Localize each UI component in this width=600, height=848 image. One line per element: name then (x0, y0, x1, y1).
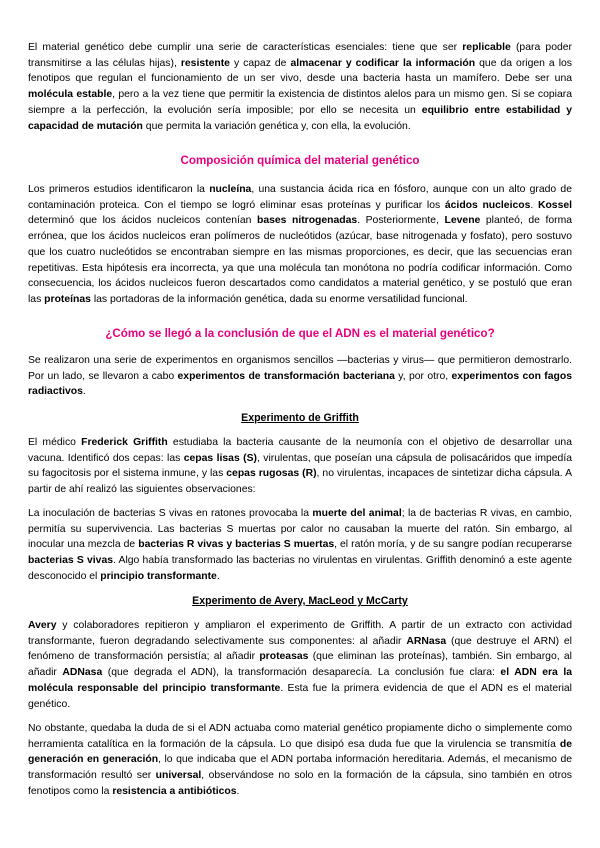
paragraph-material-requirements: El material genético debe cumplir una serie de características esenciales: tiene que ser replicable (para poder transmitirse a las células hijas), resistente y capaz de almacenar y codificar la información que da origen a los fenotipos que regulan el funcionamiento de un ser vivo, desde una bacteria hasta un mamífero. Debe ser una molécula estable, pero a la vez tiene que permitir la existencia de distintos alelos para un mismo gen. Si se copiara siempre a la perfección, la evolución sería imposible; por ello se necesita un equilibrio entre estabilidad y capacidad de mutación que permita la variación genética y, con ella, la evolución. (28, 42, 572, 132)
heading-chemical-composition: Composición química del material genético (180, 154, 420, 167)
paragraph-griffith-observations: La inoculación de bacterias S vivas en ratones provocaba la muerte del animal; la de bacterias R vivas, en cambio, permitía su supervivencia. Las bacterias S muertas por calor no causaban la muerte del ratón. Sin embargo, al inocular una mezcla de bacterias R vivas y bacterias S muertas, el ratón moría, y de su sangre podían recuperarse bacterias S vivas. Algo había transformado las bacterias no virulentas en virulentas. Griffith denominó a este agente desconocido el principio transformante. (28, 508, 572, 582)
paragraph-hereditary-confirmation: No obstante, quedaba la duda de si el ADN actuaba como material genético propiamente dicho o simplemente como herramienta catalítica en la formación de la cápsula. Lo que disipó esa duda fue que la virulencia se transmitía de generación en generación, lo que indicaba que el ADN portaba información hereditaria. Además, el mecanismo de transformación resultó ser universal, observándose no solo en la formación de la cápsula, sino también en otros fenotipos como la resistencia a antibióticos. (28, 723, 573, 797)
paragraph-experiments-intro: Se realizaron una serie de experimentos en organismos sencillos —bacterias y virus— que permitieron demostrarlo. Por un lado, se llevaron a cabo experimentos de transformación bacteriana y, por otro, experimentos con fagos radiactivos. (28, 355, 573, 398)
heading-avery-experiment: Experimento de Avery, MacLeod y McCarty (192, 595, 408, 607)
paragraph-avery-experiment: Avery y colaboradores repitieron y ampliaron el experimento de Griffith. A partir de un extracto con actividad transformante, fueron degradando selectivamente sus componentes: al añadir ARNasa (que destruye el ARN) el fenómeno de transformación persistía; al añadir proteasas (que eliminan las proteínas), también. Sin embargo, al añadir ADNasa (que degrada el ADN), la transformación desaparecía. La conclusión fue clara: el ADN era la molécula responsable del principio transformante. Esta fue la primera evidencia de que el ADN es el material genético. (28, 620, 572, 710)
heading-griffith-experiment: Experimento de Griffith (241, 412, 359, 424)
paragraph-griffith-strains: El médico Frederick Griffith estudiaba la bacteria causante de la neumonía con el objetivo de desarrollar una vacuna. Identificó dos cepas: las cepas lisas (S), virulentas, que poseían una cápsula de polisacáridos que impedía su fagocitosis por el sistema inmune, y las cepas rugosas (R), no virulentas, incapaces de sintetizar dicha cápsula. A partir de ahí realizó las siguientes observaciones: (28, 437, 573, 496)
paragraph-chemical-composition: Los primeros estudios identificaron la nucleína, una sustancia ácida rica en fósforo, aunque con un alto grado de contaminación proteica. Con el tiempo se logró eliminar esas proteínas y purificar los ácidos nucleicos. Kossel determinó que los ácidos nucleicos contenían bases nitrogenadas. Posteriormente, Levene planteó, de forma errónea, que los ácidos nucleicos eran polímeros de nucleótidos (azúcar, base nitrogenada y fosfato), pero sostuvo que los cuatro nucleótidos se encontraban siempre en las mismas proporciones, es decir, que las secuencias eran repetitivas. Esta hipótesis era incorrecta, ya que una molécula tan monótona no podría codificar información. Como consecuencia, los ácidos nucleicos fueron descartados como candidatos a material genético, y se postuló que eran las proteínas las portadoras de la información genética, dada su enorme versatilidad funcional. (28, 184, 573, 305)
heading-dna-conclusion: ¿Cómo se llegó a la conclusión de que el ADN es el material genético? (105, 327, 495, 340)
